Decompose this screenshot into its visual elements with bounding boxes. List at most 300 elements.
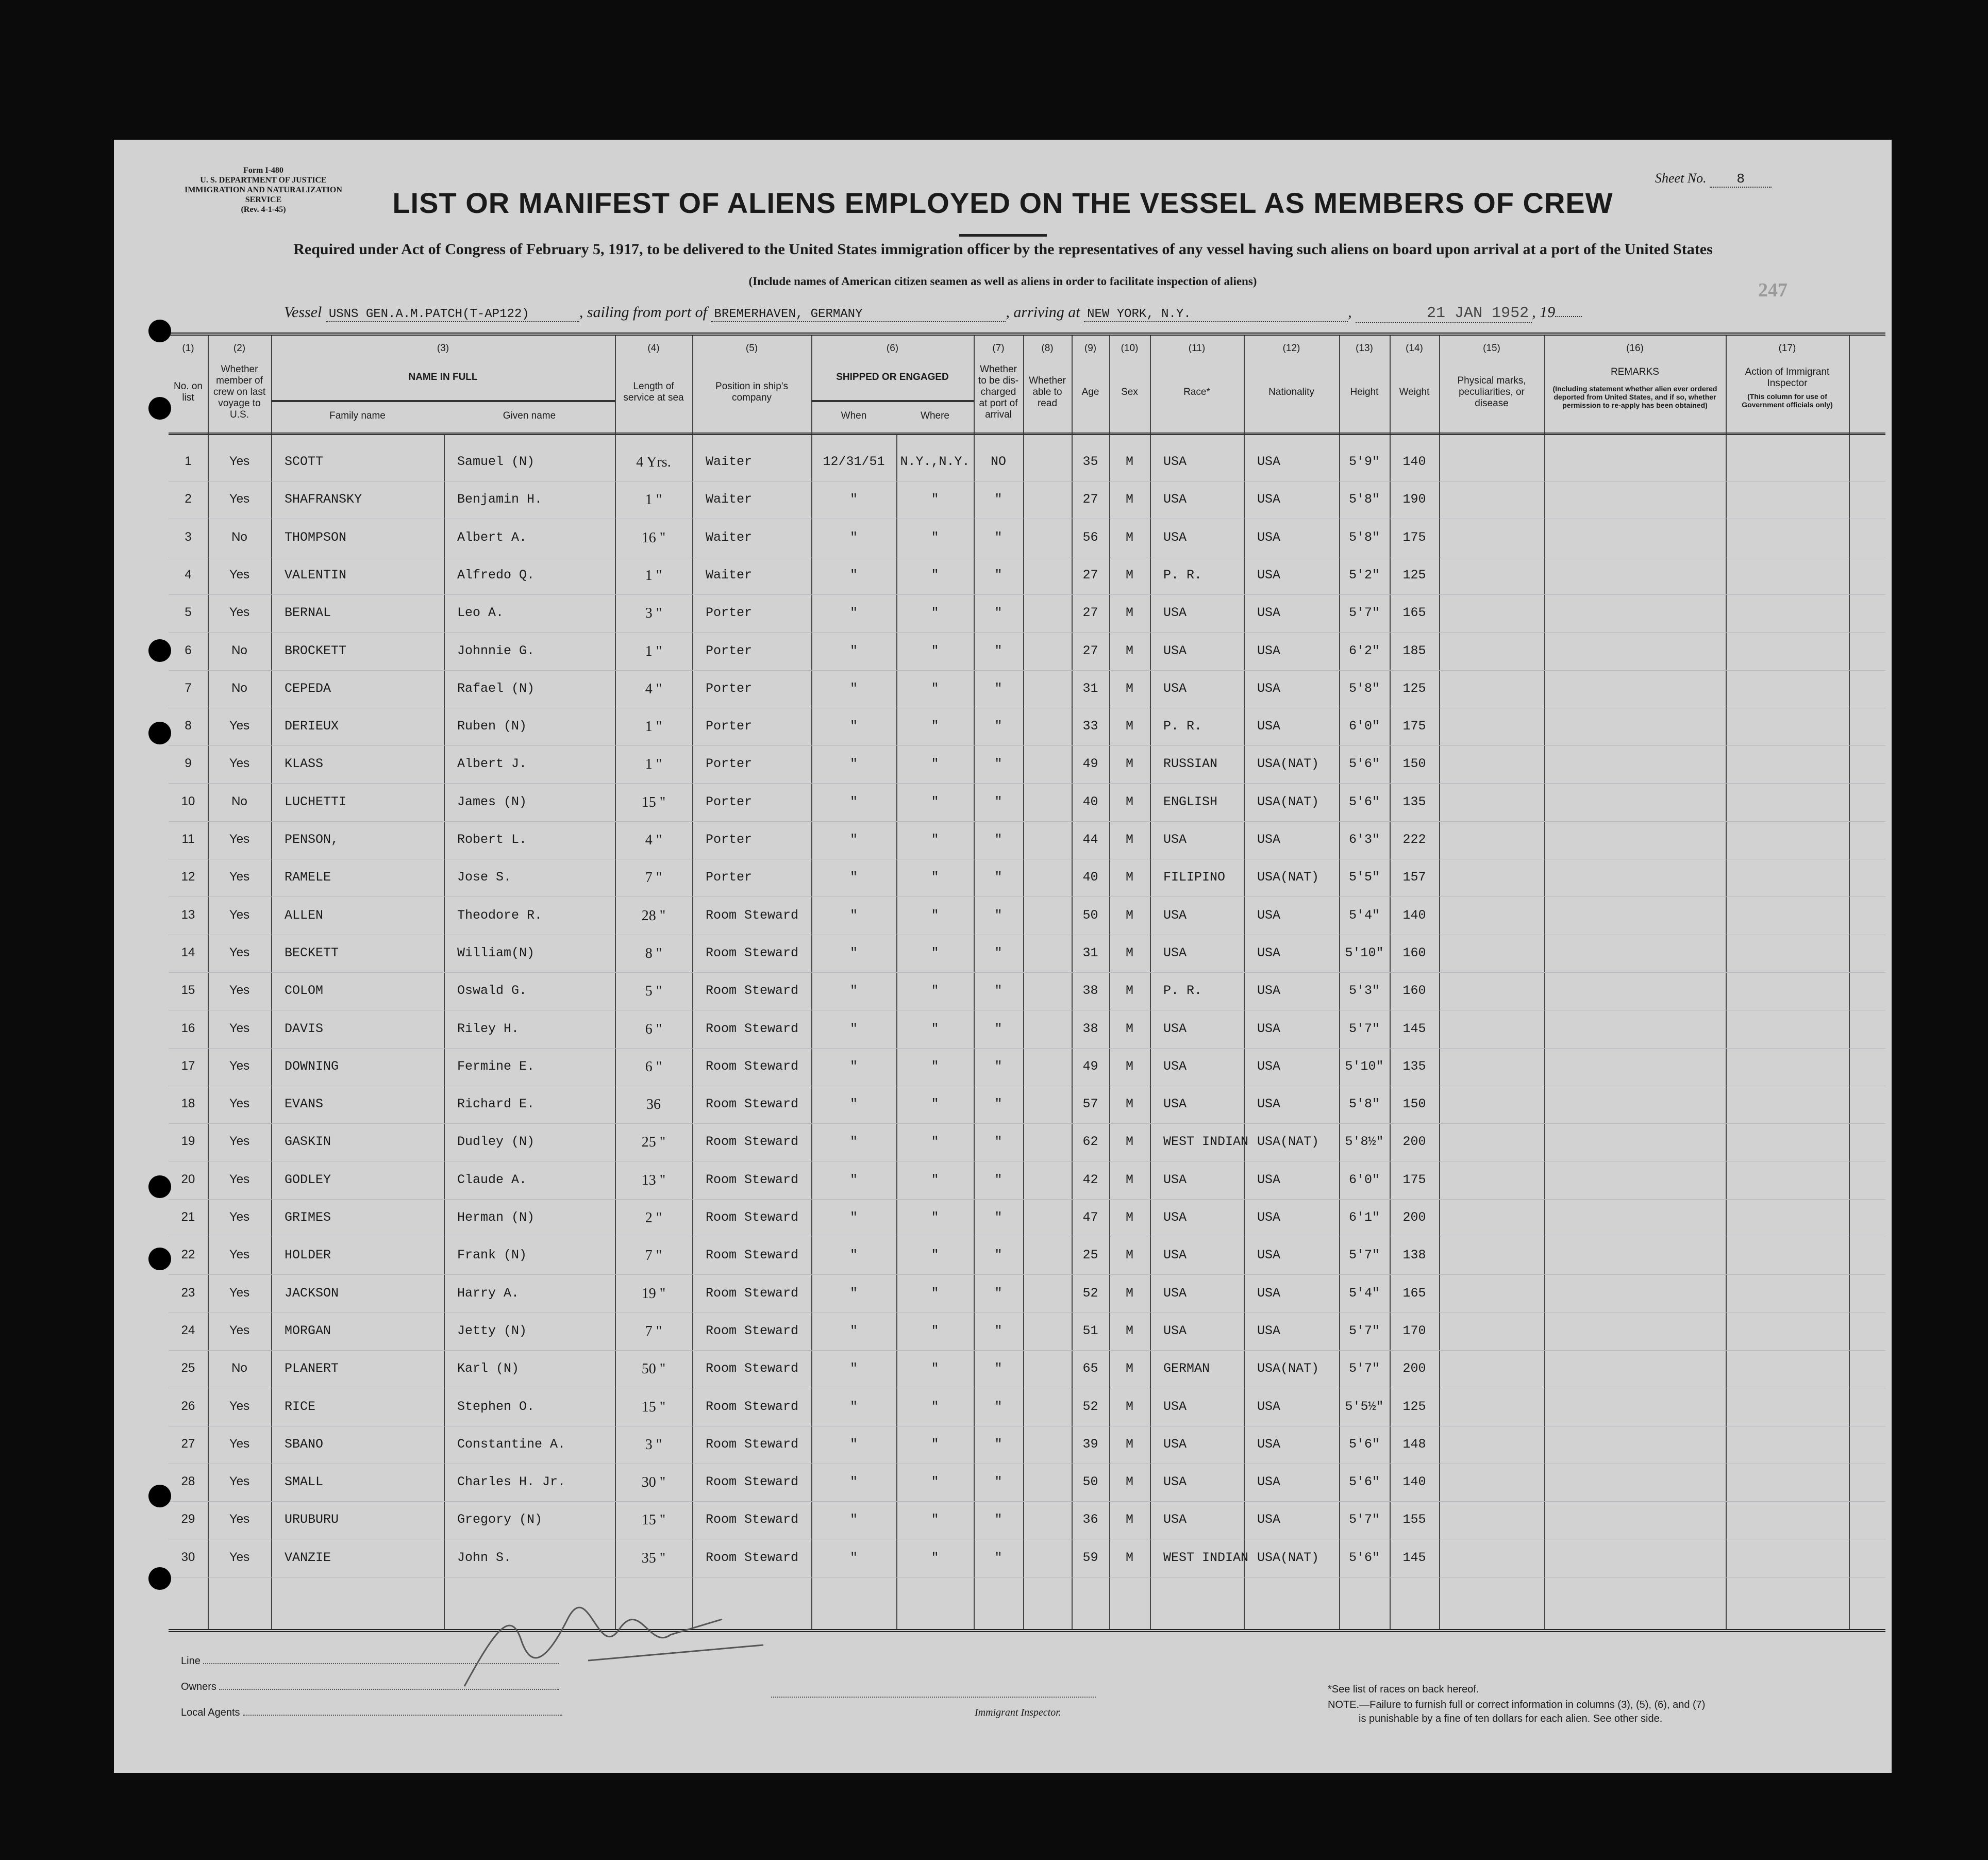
column-number: (17) bbox=[1778, 343, 1796, 354]
column-number: (1) bbox=[182, 343, 194, 354]
table-cell-3: Samuel (N) bbox=[457, 454, 535, 469]
table-cell-1: Yes bbox=[229, 1058, 250, 1073]
table-cell-8: " bbox=[994, 1285, 1003, 1301]
table-cell-7: " bbox=[931, 1323, 939, 1338]
table-cell-4: 28 " bbox=[641, 907, 666, 924]
table-cell-8: " bbox=[994, 680, 1003, 696]
column-number: (9) bbox=[1084, 343, 1097, 354]
table-cell-7: " bbox=[931, 907, 939, 923]
table-cell-15: 125 bbox=[1402, 567, 1426, 583]
table-cell-13: USA bbox=[1257, 1210, 1281, 1225]
footer-agents bbox=[181, 1707, 562, 1719]
inspector-label: Immigrant Inspector. bbox=[975, 1707, 1061, 1718]
table-cell-6: " bbox=[849, 1172, 858, 1187]
table-cell-4: 15 " bbox=[641, 1512, 666, 1529]
subheader-rule bbox=[811, 400, 974, 402]
table-cell-12: RUSSIAN bbox=[1163, 756, 1218, 772]
table-cell-3: Constantine A. bbox=[457, 1436, 566, 1452]
column-divider bbox=[1023, 336, 1024, 1629]
table-cell-8: " bbox=[994, 1021, 1003, 1036]
table-cell-6: " bbox=[849, 1021, 858, 1036]
table-cell-2: THOMPSON bbox=[285, 529, 347, 545]
row-rule bbox=[169, 632, 1885, 633]
table-cell-11: M bbox=[1125, 1285, 1133, 1301]
table-cell-1: Yes bbox=[229, 567, 250, 582]
table-cell-10: 57 bbox=[1082, 1097, 1098, 1112]
table-cell-5: Porter bbox=[706, 605, 753, 621]
row-rule bbox=[169, 821, 1885, 822]
table-cell-11: M bbox=[1125, 1474, 1133, 1490]
table-cell-5: Waiter bbox=[706, 529, 753, 545]
table-cell-6: " bbox=[849, 1285, 858, 1301]
table-cell-10: 56 bbox=[1082, 529, 1098, 545]
instruction-note: (Include names of American citizen seamen as well as aliens in order to facilitate inspection of aliens) bbox=[748, 275, 1257, 288]
table-cell-0: 25 bbox=[181, 1361, 195, 1375]
table-cell-1: Yes bbox=[229, 1323, 250, 1337]
column-header: SHIPPED OR ENGAGED bbox=[836, 372, 949, 383]
table-cell-4: 35 " bbox=[641, 1550, 666, 1566]
table-cell-2: CEPEDA bbox=[285, 680, 331, 696]
table-cell-1: Yes bbox=[229, 1285, 250, 1300]
table-cell-5: Room Steward bbox=[706, 1512, 799, 1527]
table-cell-5: Porter bbox=[706, 643, 753, 658]
table-cell-0: 1 bbox=[185, 454, 192, 468]
table-cell-8: " bbox=[994, 1134, 1003, 1150]
table-cell-5: Room Steward bbox=[706, 907, 799, 923]
table-cell-1: Yes bbox=[229, 1436, 250, 1451]
table-cell-3: Albert A. bbox=[457, 529, 527, 545]
subcolumn-header: Where bbox=[921, 410, 949, 421]
table-cell-13: USA bbox=[1257, 983, 1281, 999]
table-cell-11: M bbox=[1125, 1097, 1133, 1112]
table-cell-15: 157 bbox=[1402, 870, 1426, 885]
table-cell-6: " bbox=[849, 1474, 858, 1490]
table-cell-8: " bbox=[994, 1550, 1003, 1565]
table-cell-3: Jose S. bbox=[457, 870, 512, 885]
table-cell-1: Yes bbox=[229, 1097, 250, 1111]
row-rule bbox=[169, 1123, 1885, 1124]
table-cell-8: " bbox=[994, 756, 1003, 772]
table-cell-15: 145 bbox=[1402, 1550, 1426, 1565]
table-cell-2: HOLDER bbox=[285, 1248, 331, 1263]
table-cell-8: " bbox=[994, 719, 1003, 734]
table-cell-4: 6 " bbox=[645, 1021, 662, 1037]
table-cell-6: " bbox=[849, 1134, 858, 1150]
row-rule bbox=[169, 670, 1885, 671]
table-cell-13: USA bbox=[1257, 567, 1281, 583]
table-cell-12: USA bbox=[1163, 907, 1187, 923]
table-cell-14: 6'3" bbox=[1348, 832, 1380, 847]
table-cell-0: 15 bbox=[181, 983, 195, 998]
table-cell-1: Yes bbox=[229, 870, 250, 884]
page-stamp: 247 bbox=[1758, 279, 1787, 301]
table-cell-7: " bbox=[931, 1474, 939, 1490]
subcolumn-header: When bbox=[841, 410, 867, 421]
column-header: Whether member of crew on last voyage to U.S. bbox=[213, 364, 266, 420]
table-cell-13: USA(NAT) bbox=[1257, 1134, 1319, 1150]
subtitle: Required under Act of Congress of February 5, 1917, to be delivered to the United States immigration officer by the representatives of any vessel having such aliens on board upon arrival at a port of the United States bbox=[293, 241, 1713, 258]
table-cell-10: 52 bbox=[1082, 1285, 1098, 1301]
table-cell-14: 6'1" bbox=[1348, 1210, 1380, 1225]
table-cell-10: 52 bbox=[1082, 1399, 1098, 1414]
column-header: Weight bbox=[1399, 387, 1430, 397]
table-cell-6: " bbox=[849, 945, 858, 960]
table-cell-8: " bbox=[994, 643, 1003, 658]
table-cell-12: USA bbox=[1163, 1512, 1187, 1527]
table-cell-6: " bbox=[849, 567, 858, 583]
table-cell-2: VANZIE bbox=[285, 1550, 331, 1565]
table-cell-7: " bbox=[931, 832, 939, 847]
table-cell-8: " bbox=[994, 983, 1003, 999]
table-cell-6: 12/31/51 bbox=[823, 454, 885, 469]
table-cell-10: 27 bbox=[1082, 643, 1098, 658]
table-cell-15: 150 bbox=[1402, 1097, 1426, 1112]
table-cell-13: USA bbox=[1257, 454, 1281, 469]
table-cell-2: RAMELE bbox=[285, 870, 331, 885]
table-cell-7: " bbox=[931, 1210, 939, 1225]
table-cell-0: 10 bbox=[181, 794, 195, 808]
table-cell-7: " bbox=[931, 680, 939, 696]
table-cell-1: Yes bbox=[229, 945, 250, 959]
table-cell-8: " bbox=[994, 794, 1003, 809]
table-cell-10: 47 bbox=[1082, 1210, 1098, 1225]
table-cell-2: DERIEUX bbox=[285, 719, 339, 734]
table-cell-12: USA bbox=[1163, 1021, 1187, 1036]
table-cell-4: 4 " bbox=[645, 832, 662, 848]
table-cell-8: " bbox=[994, 1361, 1003, 1376]
table-cell-12: USA bbox=[1163, 529, 1187, 545]
column-divider bbox=[271, 336, 272, 1629]
table-cell-12: USA bbox=[1163, 1474, 1187, 1490]
table-cell-8: " bbox=[994, 832, 1003, 847]
table-cell-3: Ruben (N) bbox=[457, 719, 527, 734]
table-cell-15: 175 bbox=[1402, 719, 1426, 734]
table-cell-15: 170 bbox=[1402, 1323, 1426, 1338]
table-cell-1: Yes bbox=[229, 1210, 250, 1224]
table-cell-14: 5'7" bbox=[1348, 1361, 1380, 1376]
line-label: Line bbox=[181, 1655, 201, 1667]
table-cell-13: USA bbox=[1257, 1399, 1281, 1414]
table-cell-15: 140 bbox=[1402, 454, 1426, 469]
table-cell-1: Yes bbox=[229, 1134, 250, 1149]
table-cell-10: 49 bbox=[1082, 1058, 1098, 1074]
manifest-page bbox=[114, 140, 1892, 1773]
table-cell-15: 160 bbox=[1402, 983, 1426, 999]
table-cell-10: 44 bbox=[1082, 832, 1098, 847]
table-cell-1: Yes bbox=[229, 454, 250, 468]
table-cell-12: USA bbox=[1163, 492, 1187, 507]
agents-label: Local Agents bbox=[181, 1707, 240, 1718]
table-cell-13: USA bbox=[1257, 1323, 1281, 1338]
column-header-note: (Including statement whether alien ever ordered deported from United States, and if so, whether permission to re-apply has been obtained) bbox=[1552, 385, 1717, 409]
table-cell-2: BERNAL bbox=[285, 605, 331, 621]
sheet-value: 8 bbox=[1710, 171, 1772, 188]
row-rule bbox=[169, 745, 1885, 746]
table-cell-15: 185 bbox=[1402, 643, 1426, 658]
table-cell-13: USA bbox=[1257, 1248, 1281, 1263]
table-cell-10: 59 bbox=[1082, 1550, 1098, 1565]
table-cell-5: Porter bbox=[706, 680, 753, 696]
column-number: (11) bbox=[1188, 343, 1206, 354]
table-cell-15: 190 bbox=[1402, 492, 1426, 507]
table-cell-13: USA bbox=[1257, 1474, 1281, 1490]
table-cell-6: " bbox=[849, 983, 858, 999]
table-cell-3: Frank (N) bbox=[457, 1248, 527, 1263]
table-cell-6: " bbox=[849, 1361, 858, 1376]
table-cell-4: 30 " bbox=[641, 1474, 666, 1491]
table-cell-7: " bbox=[931, 1172, 939, 1187]
table-cell-0: 29 bbox=[181, 1512, 195, 1526]
table-cell-4: 2 " bbox=[645, 1210, 662, 1226]
table-cell-14: 5'7" bbox=[1348, 1248, 1380, 1263]
table-cell-3: Dudley (N) bbox=[457, 1134, 535, 1150]
table-cell-8: " bbox=[994, 945, 1003, 960]
table-cell-13: USA bbox=[1257, 1097, 1281, 1112]
table-cell-0: 3 bbox=[185, 529, 192, 544]
table-cell-11: M bbox=[1125, 1550, 1133, 1565]
table-cell-8: " bbox=[994, 529, 1003, 545]
table-cell-10: 27 bbox=[1082, 492, 1098, 507]
table-cell-2: COLOM bbox=[285, 983, 324, 999]
table-cell-3: Jetty (N) bbox=[457, 1323, 527, 1338]
table-cell-11: M bbox=[1125, 454, 1133, 469]
table-cell-1: Yes bbox=[229, 719, 250, 733]
table-cell-15: 150 bbox=[1402, 756, 1426, 772]
table-cell-3: Oswald G. bbox=[457, 983, 527, 999]
column-header: Race* bbox=[1183, 387, 1210, 397]
table-cell-1: No bbox=[231, 1361, 247, 1375]
table-cell-3: Albert J. bbox=[457, 756, 527, 772]
table-cell-1: Yes bbox=[229, 1399, 250, 1413]
column-number: (12) bbox=[1282, 343, 1300, 354]
table-cell-3: Rafael (N) bbox=[457, 680, 535, 696]
table-cell-14: 5'10" bbox=[1345, 1058, 1384, 1074]
table-cell-2: SMALL bbox=[285, 1474, 324, 1490]
table-cell-0: 6 bbox=[185, 643, 192, 657]
table-cell-4: 15 " bbox=[641, 794, 666, 810]
table-cell-13: USA bbox=[1257, 529, 1281, 545]
table-cell-8: NO bbox=[990, 454, 1006, 469]
table-cell-6: " bbox=[849, 719, 858, 734]
table-cell-13: USA bbox=[1257, 719, 1281, 734]
table-cell-13: USA(NAT) bbox=[1257, 870, 1319, 885]
column-header: Sex bbox=[1121, 387, 1138, 397]
table-cell-6: " bbox=[849, 605, 858, 621]
table-cell-5: Waiter bbox=[706, 454, 753, 469]
table-cell-5: Waiter bbox=[706, 492, 753, 507]
table-cell-0: 19 bbox=[181, 1134, 195, 1149]
table-cell-0: 11 bbox=[181, 832, 195, 846]
row-rule bbox=[169, 1274, 1885, 1275]
table-cell-7: " bbox=[931, 719, 939, 734]
column-number: (6) bbox=[886, 343, 899, 354]
table-cell-2: SHAFRANSKY bbox=[285, 492, 362, 507]
table-cell-1: Yes bbox=[229, 492, 250, 506]
table-cell-11: M bbox=[1125, 832, 1133, 847]
table-cell-7: " bbox=[931, 492, 939, 507]
date-value: 21 JAN 1952 bbox=[1356, 305, 1532, 323]
table-cell-0: 22 bbox=[181, 1248, 195, 1262]
table-cell-12: USA bbox=[1163, 1097, 1187, 1112]
table-cell-0: 21 bbox=[181, 1210, 195, 1224]
table-cell-8: " bbox=[994, 1436, 1003, 1452]
table-cell-4: 8 " bbox=[645, 945, 662, 961]
table-cell-7: " bbox=[931, 983, 939, 999]
table-cell-13: USA bbox=[1257, 1285, 1281, 1301]
column-number: (16) bbox=[1626, 343, 1644, 354]
table-cell-3: William(N) bbox=[457, 945, 535, 960]
table-cell-2: MORGAN bbox=[285, 1323, 331, 1338]
table-cell-7: " bbox=[931, 643, 939, 658]
subcolumn-header: Family name bbox=[329, 410, 386, 421]
table-cell-0: 26 bbox=[181, 1399, 195, 1413]
table-cell-4: 1 " bbox=[645, 567, 662, 584]
column-number: (8) bbox=[1041, 343, 1054, 354]
table-cell-6: " bbox=[849, 1248, 858, 1263]
table-cell-8: " bbox=[994, 1399, 1003, 1414]
table-cell-12: USA bbox=[1163, 605, 1187, 621]
table-cell-13: USA(NAT) bbox=[1257, 1361, 1319, 1376]
table-cell-10: 49 bbox=[1082, 756, 1098, 772]
table-cell-8: " bbox=[994, 1172, 1003, 1187]
table-cell-4: 1 " bbox=[645, 492, 662, 508]
table-cell-5: Room Steward bbox=[706, 1550, 799, 1565]
table-cell-6: " bbox=[849, 832, 858, 847]
table-cell-10: 27 bbox=[1082, 567, 1098, 583]
table-cell-7: " bbox=[931, 1134, 939, 1150]
table-cell-4: 7 " bbox=[645, 1248, 662, 1264]
table-cell-5: Room Steward bbox=[706, 1172, 799, 1187]
column-header: NAME IN FULL bbox=[408, 372, 478, 383]
table-cell-4: 25 " bbox=[641, 1134, 666, 1151]
binder-hole bbox=[148, 1248, 171, 1270]
table-cell-11: M bbox=[1125, 567, 1133, 583]
table-cell-8: " bbox=[994, 907, 1003, 923]
row-rule bbox=[169, 1048, 1885, 1049]
table-cell-4: 36 bbox=[646, 1097, 661, 1113]
revision: (Rev. 4-1-45) bbox=[241, 205, 286, 214]
table-cell-4: 19 " bbox=[641, 1285, 666, 1302]
table-cell-4: 1 " bbox=[645, 643, 662, 659]
page-title: LIST OR MANIFEST OF ALIENS EMPLOYED ON THE VESSEL AS MEMBERS OF CREW bbox=[392, 187, 1613, 219]
table-cell-11: M bbox=[1125, 756, 1133, 772]
table-cell-6: " bbox=[849, 1399, 858, 1414]
header-divider bbox=[169, 433, 1885, 435]
table-cell-2: DOWNING bbox=[285, 1058, 339, 1074]
table-cell-15: 135 bbox=[1402, 794, 1426, 809]
table-cell-13: USA bbox=[1257, 945, 1281, 960]
table-cell-11: M bbox=[1125, 680, 1133, 696]
sheet-number bbox=[1655, 171, 1772, 188]
column-header: Age bbox=[1081, 387, 1099, 397]
column-header: Whether able to read bbox=[1029, 375, 1066, 409]
table-cell-1: Yes bbox=[229, 1474, 250, 1489]
table-cell-14: 5'6" bbox=[1348, 1474, 1380, 1490]
table-cell-14: 5'4" bbox=[1348, 1285, 1380, 1301]
table-cell-8: " bbox=[994, 1512, 1003, 1527]
table-cell-12: USA bbox=[1163, 643, 1187, 658]
table-cell-13: USA bbox=[1257, 605, 1281, 621]
table-cell-0: 24 bbox=[181, 1323, 195, 1337]
table-cell-1: Yes bbox=[229, 1512, 250, 1526]
table-cell-1: Yes bbox=[229, 983, 250, 998]
table-cell-12: USA bbox=[1163, 1399, 1187, 1414]
table-cell-12: USA bbox=[1163, 1323, 1187, 1338]
table-cell-7: " bbox=[931, 1248, 939, 1263]
table-cell-15: 140 bbox=[1402, 1474, 1426, 1490]
table-cell-0: 8 bbox=[185, 719, 192, 733]
table-cell-3: Gregory (N) bbox=[457, 1512, 543, 1527]
table-cell-5: Room Steward bbox=[706, 1399, 799, 1414]
column-divider bbox=[1726, 336, 1727, 1629]
table-cell-13: USA bbox=[1257, 1058, 1281, 1074]
table-cell-1: No bbox=[231, 529, 247, 544]
table-cell-11: M bbox=[1125, 643, 1133, 658]
table-cell-2: EVANS bbox=[285, 1097, 324, 1112]
table-cell-1: Yes bbox=[229, 1248, 250, 1262]
table-cell-12: USA bbox=[1163, 1285, 1187, 1301]
table-cell-13: USA bbox=[1257, 492, 1281, 507]
table-cell-14: 5'8" bbox=[1348, 529, 1380, 545]
column-divider bbox=[1150, 336, 1151, 1629]
table-cell-10: 27 bbox=[1082, 605, 1098, 621]
table-cell-6: " bbox=[849, 1550, 858, 1565]
table-cell-10: 31 bbox=[1082, 680, 1098, 696]
binder-hole bbox=[148, 639, 171, 662]
table-cell-6: " bbox=[849, 643, 858, 658]
table-cell-0: 12 bbox=[181, 870, 195, 884]
table-cell-6: " bbox=[849, 1512, 858, 1527]
table-cell-14: 5'8" bbox=[1348, 1097, 1380, 1112]
column-header: No. on list bbox=[174, 381, 203, 403]
table-cell-0: 23 bbox=[181, 1285, 195, 1300]
table-cell-0: 4 bbox=[185, 567, 192, 582]
table-cell-5: Porter bbox=[706, 719, 753, 734]
table-cell-14: 5'7" bbox=[1348, 1323, 1380, 1338]
column-number: (7) bbox=[992, 343, 1005, 354]
binder-hole bbox=[148, 1567, 171, 1590]
table-cell-2: JACKSON bbox=[285, 1285, 339, 1301]
binder-hole bbox=[148, 1485, 171, 1507]
table-cell-14: 6'0" bbox=[1348, 1172, 1380, 1187]
column-number: (15) bbox=[1483, 343, 1500, 354]
table-cell-15: 155 bbox=[1402, 1512, 1426, 1527]
table-cell-10: 38 bbox=[1082, 1021, 1098, 1036]
table-cell-11: M bbox=[1125, 1210, 1133, 1225]
table-cell-13: USA bbox=[1257, 643, 1281, 658]
table-cell-7: " bbox=[931, 1058, 939, 1074]
table-cell-11: M bbox=[1125, 794, 1133, 809]
table-cell-5: Room Steward bbox=[706, 945, 799, 960]
inspector-signature-line bbox=[771, 1697, 1096, 1698]
table-cell-15: 165 bbox=[1402, 1285, 1426, 1301]
table-cell-3: Harry A. bbox=[457, 1285, 520, 1301]
table-cell-2: SCOTT bbox=[285, 454, 324, 469]
table-cell-0: 17 bbox=[181, 1058, 195, 1073]
table-cell-0: 7 bbox=[185, 680, 192, 695]
table-cell-14: 6'2" bbox=[1348, 643, 1380, 658]
from-label: , sailing from port of bbox=[579, 304, 707, 321]
table-cell-14: 5'8" bbox=[1348, 680, 1380, 696]
table-cell-3: Robert L. bbox=[457, 832, 527, 847]
table-cell-11: M bbox=[1125, 907, 1133, 923]
table-cell-12: USA bbox=[1163, 832, 1187, 847]
table-cell-12: P. R. bbox=[1163, 719, 1202, 734]
arriving-value: NEW YORK, N.Y. bbox=[1084, 307, 1348, 322]
table-cell-7: " bbox=[931, 1436, 939, 1452]
table-cell-5: Room Steward bbox=[706, 1361, 799, 1376]
table-cell-14: 5'5" bbox=[1348, 870, 1380, 885]
